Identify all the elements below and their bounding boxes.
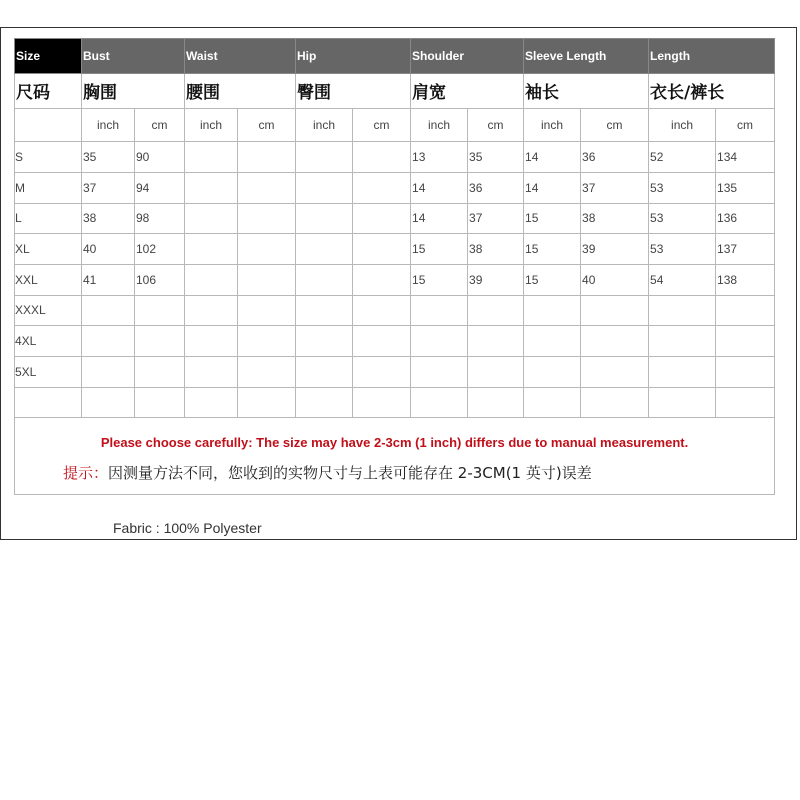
sleeve-inch: 14 bbox=[524, 142, 581, 173]
unit-inch: inch bbox=[185, 108, 238, 142]
unit-cm: cm bbox=[238, 108, 296, 142]
header-waist: Waist bbox=[185, 39, 296, 74]
sleeve-cm: 39 bbox=[581, 234, 649, 265]
waist-cm bbox=[238, 203, 296, 234]
waist-inch bbox=[185, 264, 238, 295]
shoulder-inch: 14 bbox=[411, 203, 468, 234]
bust-cm: 94 bbox=[135, 172, 185, 203]
size-chart-table bbox=[14, 38, 800, 495]
unit-blank bbox=[15, 108, 82, 142]
bust-inch: 38 bbox=[82, 203, 135, 234]
waist-inch bbox=[185, 234, 238, 265]
shoulder-inch: 14 bbox=[411, 172, 468, 203]
sleeve-inch: 14 bbox=[524, 172, 581, 203]
measurement-note-en: Please choose carefully: The size may have 2-3cm (1 inch) differs due to manual measurement. bbox=[100, 435, 689, 451]
length-inch: 53 bbox=[649, 203, 716, 234]
notes-row bbox=[15, 418, 800, 495]
sleeve-inch: 15 bbox=[524, 264, 581, 295]
length-inch: 54 bbox=[649, 264, 716, 295]
bust-inch: 35 bbox=[82, 142, 135, 173]
sleeve-cm: 38 bbox=[581, 203, 649, 234]
length-inch: 53 bbox=[649, 234, 716, 265]
size-label: L bbox=[15, 203, 82, 234]
header-bust: Bust bbox=[82, 39, 185, 74]
length-cm: 138 bbox=[716, 264, 775, 295]
notes-cell bbox=[15, 418, 775, 495]
sleeve-cm: 36 bbox=[581, 142, 649, 173]
unit-inch: inch bbox=[82, 108, 135, 142]
bust-cm: 102 bbox=[135, 234, 185, 265]
header-size: Size bbox=[15, 39, 82, 74]
bust-inch: 37 bbox=[82, 172, 135, 203]
size-label: XL bbox=[15, 234, 82, 265]
unit-inch: inch bbox=[524, 108, 581, 142]
unit-cm: cm bbox=[468, 108, 524, 142]
shoulder-cm: 39 bbox=[468, 264, 524, 295]
size-label: M bbox=[15, 172, 82, 203]
table-row bbox=[15, 172, 800, 203]
sleeve-inch: 15 bbox=[524, 234, 581, 265]
waist-inch bbox=[185, 203, 238, 234]
unit-inch: inch bbox=[411, 108, 468, 142]
fabric-info: Fabric : 100% Polyester bbox=[113, 520, 262, 536]
note-cn-text: 因测量方法不同，您收到的实物尺寸与上表可能存在 2-3CM(1 英寸)误差 bbox=[108, 464, 592, 483]
hip-inch bbox=[296, 264, 353, 295]
length-inch: 53 bbox=[649, 172, 716, 203]
waist-cm bbox=[238, 142, 296, 173]
hip-cm bbox=[353, 203, 411, 234]
bust-cm: 98 bbox=[135, 203, 185, 234]
hip-inch bbox=[296, 172, 353, 203]
table-row bbox=[15, 295, 800, 326]
bust-cm: 90 bbox=[135, 142, 185, 173]
shoulder-cm: 37 bbox=[468, 203, 524, 234]
shoulder-inch: 13 bbox=[411, 142, 468, 173]
shoulder-inch: 15 bbox=[411, 264, 468, 295]
header-cn-size: 尺码 bbox=[15, 73, 82, 108]
header-cn-hip: 臀围 bbox=[296, 73, 411, 108]
shoulder-cm: 38 bbox=[468, 234, 524, 265]
shoulder-cm: 36 bbox=[468, 172, 524, 203]
size-label: XXL bbox=[15, 264, 82, 295]
size-label: S bbox=[15, 142, 82, 173]
note-hint-label: 提示： bbox=[63, 464, 109, 483]
unit-inch: inch bbox=[649, 108, 716, 142]
bust-cm: 106 bbox=[135, 264, 185, 295]
hip-cm bbox=[353, 264, 411, 295]
bust-inch: 40 bbox=[82, 234, 135, 265]
waist-inch bbox=[185, 142, 238, 173]
bust-inch: 41 bbox=[82, 264, 135, 295]
unit-cm: cm bbox=[716, 108, 775, 142]
header-row-cn bbox=[15, 73, 800, 108]
unit-inch: inch bbox=[296, 108, 353, 142]
hip-inch bbox=[296, 234, 353, 265]
table-row bbox=[15, 234, 800, 265]
header-hip: Hip bbox=[296, 39, 411, 74]
length-cm: 134 bbox=[716, 142, 775, 173]
table-row bbox=[15, 203, 800, 234]
length-cm: 137 bbox=[716, 234, 775, 265]
header-cn-waist: 腰围 bbox=[185, 73, 296, 108]
length-inch: 52 bbox=[649, 142, 716, 173]
unit-cm: cm bbox=[581, 108, 649, 142]
table-row bbox=[15, 264, 800, 295]
sleeve-cm: 37 bbox=[581, 172, 649, 203]
waist-cm bbox=[238, 172, 296, 203]
sleeve-inch: 15 bbox=[524, 203, 581, 234]
unit-cm: cm bbox=[353, 108, 411, 142]
size-label: 5XL bbox=[15, 356, 82, 387]
waist-inch bbox=[185, 172, 238, 203]
header-cn-sleeve: 袖长 bbox=[524, 73, 649, 108]
header-row-en bbox=[15, 39, 800, 74]
header-cn-length: 衣长/裤长 bbox=[649, 73, 775, 108]
shoulder-inch: 15 bbox=[411, 234, 468, 265]
size-label: XXXL bbox=[15, 295, 82, 326]
length-cm: 135 bbox=[716, 172, 775, 203]
hip-cm bbox=[353, 234, 411, 265]
unit-cm: cm bbox=[135, 108, 185, 142]
shoulder-cm: 35 bbox=[468, 142, 524, 173]
hip-inch bbox=[296, 142, 353, 173]
measurement-note-cn bbox=[15, 462, 774, 483]
waist-cm bbox=[238, 234, 296, 265]
table-row bbox=[15, 142, 800, 173]
table-row bbox=[15, 326, 800, 357]
header-cn-shoulder: 肩宽 bbox=[411, 73, 524, 108]
header-shoulder: Shoulder bbox=[411, 39, 524, 74]
header-sleeve-length: Sleeve Length bbox=[524, 39, 649, 74]
hip-cm bbox=[353, 172, 411, 203]
unit-row bbox=[15, 108, 800, 142]
header-cn-bust: 胸围 bbox=[82, 73, 185, 108]
waist-cm bbox=[238, 264, 296, 295]
sleeve-cm: 40 bbox=[581, 264, 649, 295]
header-length: Length bbox=[649, 39, 775, 74]
hip-cm bbox=[353, 142, 411, 173]
hip-inch bbox=[296, 203, 353, 234]
length-cm: 136 bbox=[716, 203, 775, 234]
table-row bbox=[15, 387, 800, 418]
table-row bbox=[15, 356, 800, 387]
size-label: 4XL bbox=[15, 326, 82, 357]
